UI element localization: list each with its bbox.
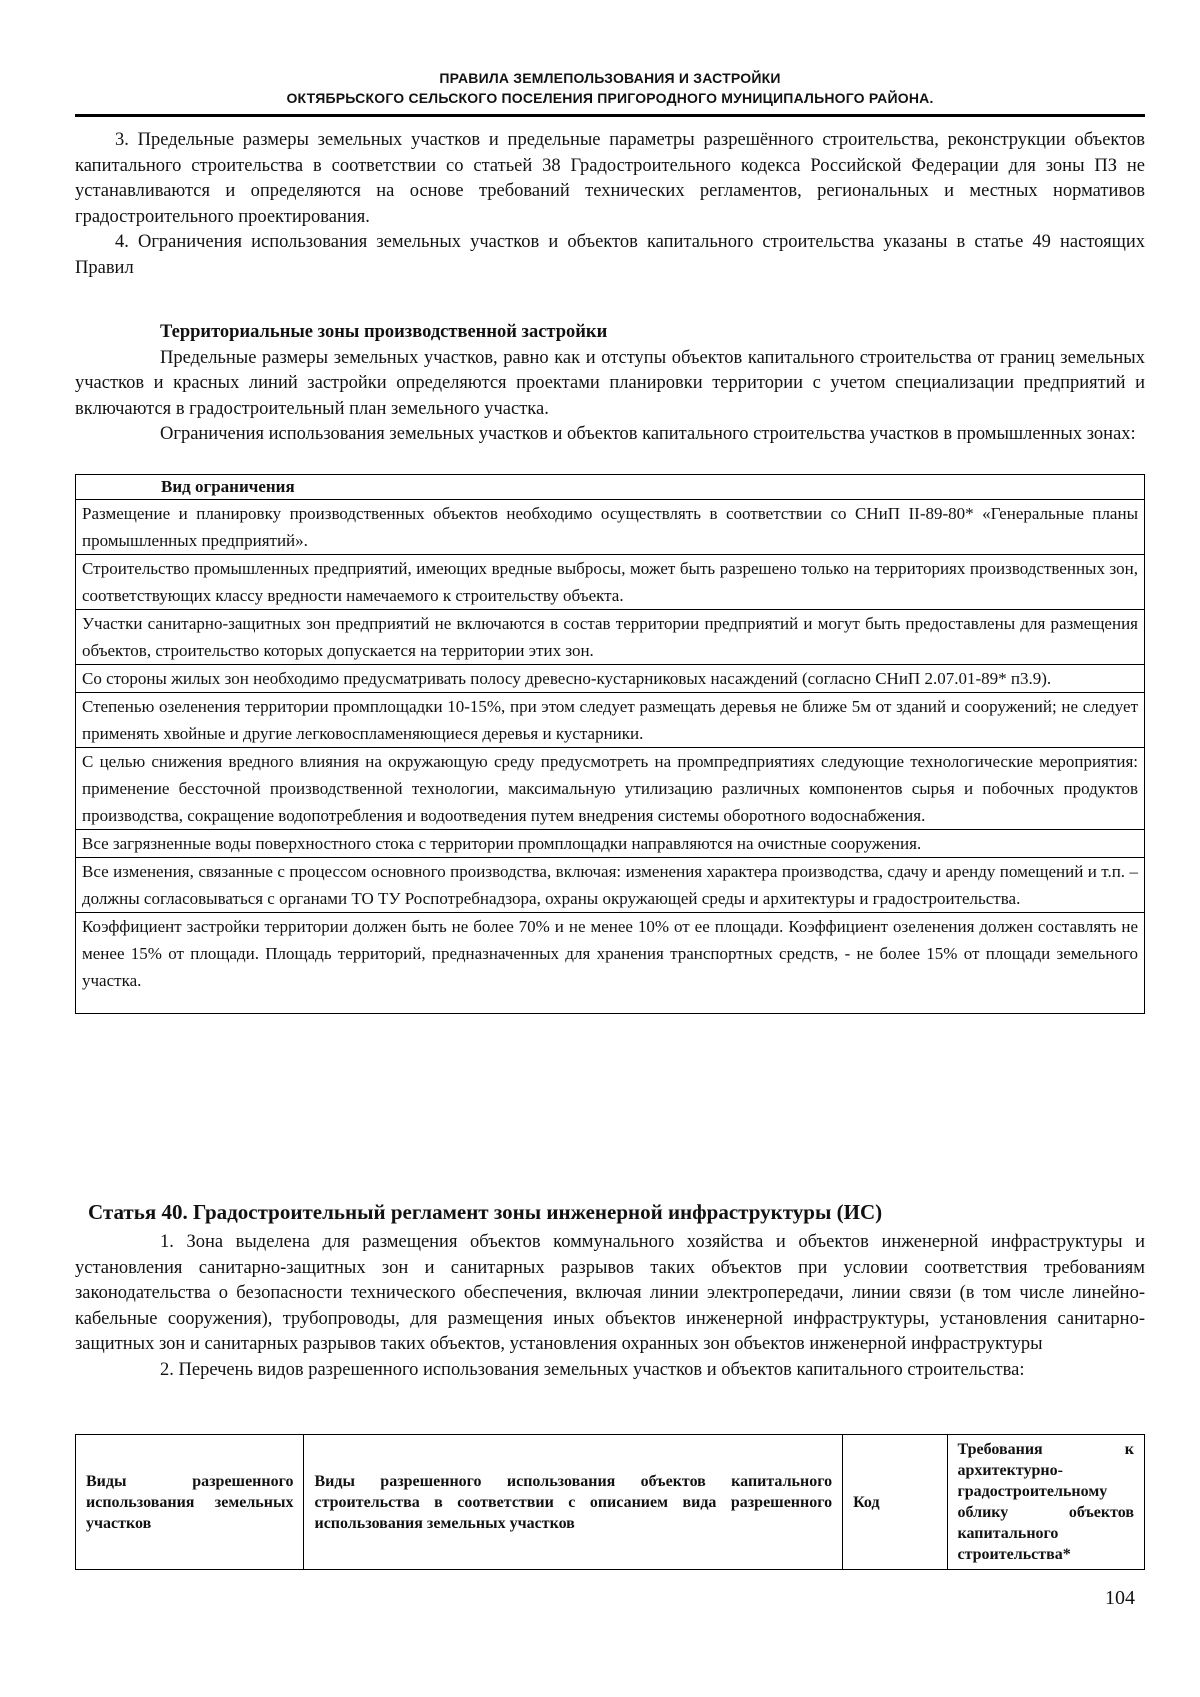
section-heading: Территориальные зоны производственной застройки xyxy=(160,322,608,342)
table-row: Коэффициент застройки территории должен быть не более 70% и не менее 10% от ее площади. Коэффициент озеленения должен составлять не менее 15% от площади. Площадь территорий, предназначенных для хранения транспортных средств, - не более 15% от площади земельного участка. xyxy=(76,913,1145,1014)
intro-section xyxy=(75,128,1145,281)
page-number: 104 xyxy=(1105,1587,1135,1609)
header-rule xyxy=(75,114,1145,117)
column-header-requirements: Требования к архитектурно-градостроительному облику объектов капитального строительства* xyxy=(947,1435,1145,1570)
table-row: Участки санитарно-защитных зон предприятий не включаются в состав территории предприятий и могут быть предоставлены для размещения объектов, строительство которых допускается на территории этих зон. xyxy=(76,610,1145,665)
industrial-zones-section xyxy=(75,320,1145,448)
industrial-paragraph-1: Предельные размеры земельных участков, равно как и отступы объектов капитального строительства от границ земельных участков и красных линий застройки определяются проектами планировки территории с учетом специализации предприятий и включаются в градостроительный план земельного участка. xyxy=(75,347,1145,419)
table-row: С целью снижения вредного влияния на окружающую среду предусмотреть на промпредприятиях следующие технологические мероприятия: применение бессточной производственной технологии, максимальную утилизацию различных компонентов сырья и побочных продуктов производства, сокращение водопотребления и водоотведения путем внедрения системы оборотного водоснабжения. xyxy=(76,748,1145,830)
table-row: Размещение и планировку производственных объектов необходимо осуществлять в соответствии со СНиП II-89-80* «Генеральные планы промышленных предприятий». xyxy=(76,500,1145,555)
column-header-land-use: Виды разрешенного использования земельных участков xyxy=(76,1435,304,1570)
table-row: Степенью озеленения территории промплощадки 10-15%, при этом следует размещать деревья не ближе 5м от зданий и сооружений; не следует применять хвойные и другие легковоспламеняющиеся деревья и кустарники. xyxy=(76,693,1145,748)
table-row: Со стороны жилых зон необходимо предусматривать полосу древесно-кустарниковых насаждений (согласно СНиП 2.07.01-89* п3.9). xyxy=(76,665,1145,693)
column-header-construction-use: Виды разрешенного использования объектов капитального строительства в соответствии с описанием вида разрешенного использования земельных участков xyxy=(304,1435,843,1570)
table-row: Все изменения, связанные с процессом основного производства, включая: изменения характера производства, сдачу и аренду помещений и т.п. – должны согласовываться с органами ТО ТУ Роспотребнадзора, охраны окружающей среды и архитектуры и градостроительства. xyxy=(76,858,1145,913)
paragraph-4: 4. Ограничения использования земельных участков и объектов капитального строительства указаны в статье 49 настоящих Правил xyxy=(75,232,1145,278)
restrictions-table xyxy=(75,474,1145,1014)
table-row: Все загрязненные воды поверхностного стока с территории промплощадки направляются на очистные сооружения. xyxy=(76,830,1145,858)
industrial-paragraph-2: Ограничения использования земельных участков и объектов капитального строительства участков в промышленных зонах: xyxy=(160,424,1136,444)
column-header-code: Код xyxy=(843,1435,947,1570)
paragraph-3: 3. Предельные размеры земельных участков и предельные параметры разрешённого строительства, реконструкции объектов капитального строительства в соответствии со статьей 38 Градостроительного кодекса Российской Федерации для зоны ПЗ не устанавливаются и определяются на основе требований технических регламентов, региональных и местных нормативов градостроительного проектирования. xyxy=(75,130,1145,227)
permitted-uses-table xyxy=(75,1434,1145,1570)
header-line-2: ОКТЯБРЬСКОГО СЕЛЬСКОГО ПОСЕЛЕНИЯ ПРИГОРОДНОГО МУНИЦИПАЛЬНОГО РАЙОНА. xyxy=(286,90,934,106)
article-40-paragraph-1: 1. Зона выделена для размещения объектов коммунального хозяйства и объектов инженерной инфраструктуры и установления санитарно-защитных зон и санитарных разрывов таких объектов при условии соответствия требованиям законодательства о безопасности технического обеспечения, включая линии электропередачи, линии связи (в том числе линейно-кабельные сооружения), трубопроводы, для размещения иных объектов инженерной инфраструктуры, установления санитарно-защитных зон и санитарных разрывов таких объектов, установления охранных зон объектов инженерной инфраструктуры xyxy=(75,1232,1145,1354)
article-40-body xyxy=(75,1230,1145,1383)
article-40-title: Статья 40. Градостроительный регламент зоны инженерной инфраструктуры (ИС) xyxy=(88,1200,883,1224)
restrictions-table-header: Вид ограничения xyxy=(76,475,1145,500)
header-line-1: ПРАВИЛА ЗЕМЛЕПОЛЬЗОВАНИЯ И ЗАСТРОЙКИ xyxy=(439,70,781,86)
table-row: Строительство промышленных предприятий, имеющих вредные выбросы, может быть разрешено только на территориях производственных зон, соответствующих классу вредности намечаемого к строительству объекта. xyxy=(76,555,1145,610)
article-40-paragraph-2: 2. Перечень видов разрешенного использования земельных участков и объектов капитального строительства: xyxy=(160,1359,1025,1380)
running-header xyxy=(75,68,1145,108)
